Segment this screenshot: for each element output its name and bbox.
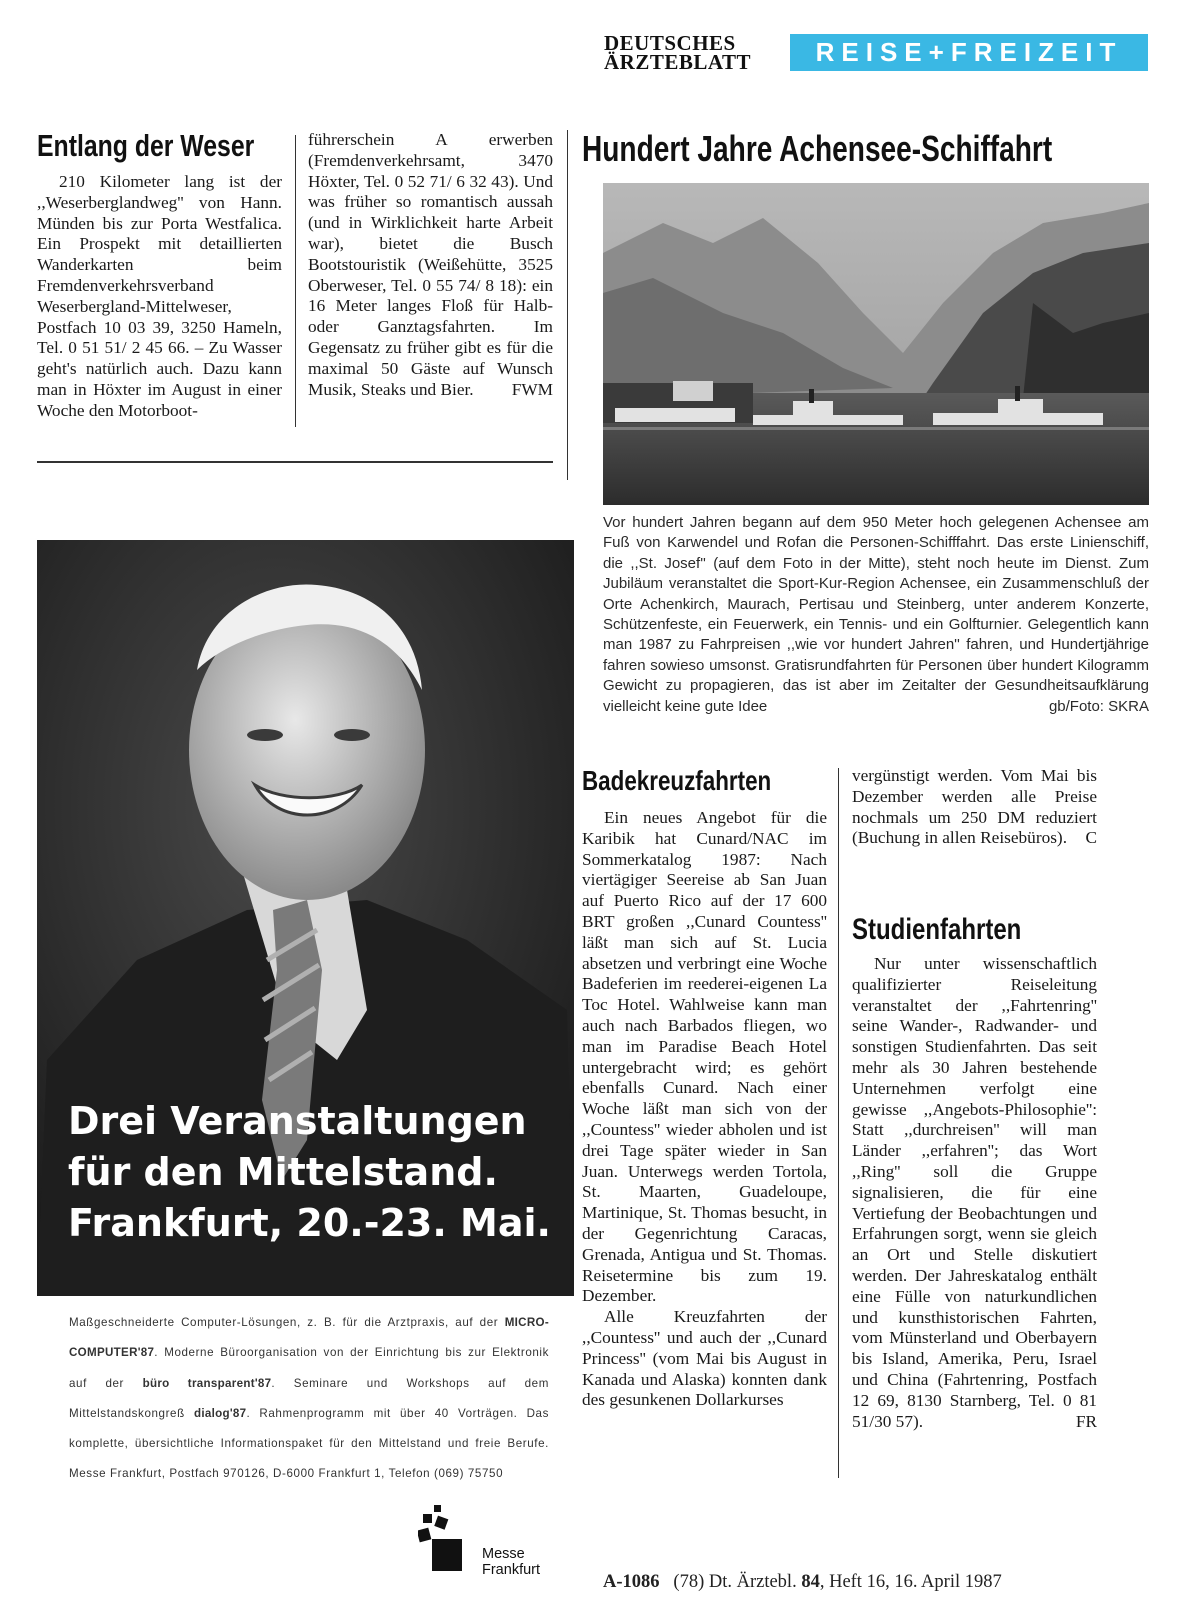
weser-text-2: führerschein A erwerben (Fremdenverkehrsamt, 3470 Höxter, Tel. 0 52 71/ 6 32 43). Und was früher so romantisch aussah (und in Wirklichkeit harte Arbeit war), bietet die Busch Bootstouristik (Weißehütte, 3525 Oberweser, Tel. 0 55 74/ 8 18): ein 16 Meter langes Floß für Halb- oder Ganztagsfahrten. Im Gegensatz zu früher gibt es für die maximal 50 Gäste auf Wunsch Musik, Steaks und Bier. bbox=[308, 130, 553, 399]
ad-headline-line-1: Drei Veranstaltungen bbox=[68, 1099, 527, 1143]
logo-icon bbox=[418, 1505, 478, 1575]
section-divider bbox=[37, 461, 553, 463]
logo-line-2: Frankfurt bbox=[482, 1562, 541, 1578]
masthead-line-1: DEUTSCHES bbox=[604, 31, 736, 55]
masthead-line-2: ÄRZTEBLATT bbox=[604, 50, 751, 74]
weser-column-2 bbox=[308, 130, 553, 400]
ad-headline-line-3: Frankfurt, 20.-23. Mai. bbox=[68, 1201, 551, 1245]
achensee-photo bbox=[603, 183, 1149, 505]
volume-number: 84 bbox=[801, 1572, 820, 1592]
achensee-title: Hundert Jahre Achensee-Schiffahrt bbox=[582, 128, 1053, 169]
bade-paragraph-2: Alle Kreuzfahrten der ,,Countess'' und auch der ,,Cunard Princess'' (vom Mai bis August in Kanada und Alaska) konnten dank des gesunkenen Dollarkurses bbox=[582, 1307, 827, 1410]
ad-body bbox=[69, 1308, 549, 1490]
studien-signature: FR bbox=[1075, 1411, 1097, 1431]
logo-wordmark bbox=[482, 1546, 540, 1578]
weser-signature: FWM bbox=[511, 379, 553, 399]
ad-headline bbox=[68, 1096, 568, 1249]
ad-event-3: dialog'87 bbox=[193, 1406, 247, 1420]
bade-title: Badekreuzfahrten bbox=[582, 765, 772, 796]
weser-text-1: 210 Kilometer lang ist der ,,Weserberglandweg'' von Hann. Münden bis zur Porta Westfalica. Ein Prospekt mit detaillierten Wanderkarten beim Fremdenverkehrsverband Weserbergland-Mittelweser, Postfach 10 03 39, 3250 Hameln, Tel. 0 51 51/ 2 45 66. – Zu Wasser geht's natürlich auch. Dazu kann man in Höxter im August in einer Woche den Motorboot- bbox=[37, 172, 282, 420]
studien-title: Studienfahrten bbox=[852, 913, 1022, 946]
bade-column bbox=[582, 808, 827, 1411]
ad-text-b: . Moderne Büroorganisation von der Einrichtung bis zur Elektronik auf der bbox=[69, 1346, 549, 1390]
column-divider bbox=[295, 135, 296, 427]
lake-mountains-image bbox=[603, 183, 1149, 505]
ad-event-2: büro transparent'87 bbox=[142, 1376, 272, 1390]
ad-event-1: MICRO-COMPUTER'87 bbox=[69, 1316, 549, 1360]
column-divider-main bbox=[567, 130, 568, 480]
studien-column bbox=[852, 954, 1097, 1432]
photo-caption bbox=[603, 513, 1149, 717]
ad-text-a: Maßgeschneiderte Computer-Lösungen, z. B. für die Arztpraxis, auf der bbox=[69, 1316, 505, 1329]
section-banner: REISE+FREIZEIT bbox=[790, 34, 1148, 71]
column-divider-lower bbox=[838, 768, 839, 1478]
weser-column-1 bbox=[37, 172, 282, 422]
journal-ref: (78) Dt. Ärztebl. bbox=[673, 1572, 797, 1592]
page-footer bbox=[603, 1572, 1148, 1593]
page-number: A-1086 bbox=[603, 1572, 660, 1592]
logo-line-1: Messe bbox=[482, 1546, 525, 1562]
messe-frankfurt-logo bbox=[418, 1505, 478, 1575]
weser-title: Entlang der Weser bbox=[37, 128, 255, 163]
ad-headline-line-2: für den Mittelstand. bbox=[68, 1150, 498, 1194]
studien-text: Nur unter wissenschaftlich qualifizierter Reiseleitung veranstaltet der ,,Fahrtenring'' seine Wander-, Radwander- und sonstigen Studienfahrten. Das seit mehr als 30 Jahren bestehende Unternehmen verfolgt eine gewisse ,,Angebots-Philosophie'': Statt ,,durchreisen'' will man Länder ,,erfahren''; das Wort ,,Ring'' soll die Gruppe signalisieren, die für eine Vertiefung der Beobachtungen und Erfahrungen sorgt, wenn sie gleich an Ort und Stelle diskutiert werden. Der Jahreskatalog enthält eine Fülle von naturkundlichen und kunsthistorischen Fahrten, vom Münsterland und Oberbayern bis Island, Amerika, Peru, Israel und China (Fahrtenring, Postfach 12 69, 8130 Starnberg, Tel. 0 81 51/30 57). bbox=[852, 954, 1097, 1431]
bade-text-cont: vergünstigt werden. Vom Mai bis Dezember werden alle Preise nochmals um 250 DM reduziert (Buchung in allen Reisebüros). bbox=[852, 766, 1097, 848]
bade-paragraph-1: Ein neues Angebot für die Karibik hat Cunard/NAC im Sommerkatalog 1987: Nach viertägiger Seereise ab San Juan auf Puerto Rico auf der 17 600 BRT großen ,,Cunard Countess'' läßt man sich auf St. Lucia absetzen und verbringt eine Woche Badeferien im reederei-eigenen La Toc Hotel. Wahlweise kann man auch nach Barbados fliegen, wo man im Paradise Beach Hotel untergebracht wird; es gehört ebenfalls Cunard. Nach einer Woche läßt man sich von der ,,Countess'' wieder abholen und ist drei Tage später wieder in San Juan. Unterwegs werden Tortola, St. Maarten, Guadeloupe, Martinique, St. Thomas besucht, in der Gegenrichtung Caracas, Grenada, Antigua und St. Thomas. Reisetermine bis zum 19. Dezember. bbox=[582, 808, 827, 1306]
bade-signature: C bbox=[1085, 828, 1097, 848]
bade-continuation bbox=[852, 766, 1097, 849]
ad-text-d: . Rahmenprogramm mit über 40 Vorträgen. Das komplette, übersichtliche Informationspaket für den Mittelstand und freie Berufe. Messe Frankfurt, Postfach 970126, D-6000 Frankfurt 1, Telefon (069) 75750 bbox=[69, 1406, 549, 1481]
caption-text: Vor hundert Jahren begann auf dem 950 Meter hoch gelegenen Achensee am Fuß von Karwendel und Rofan die Personen-Schifffahrt. Das erste Linienschiff, die ,,St. Josef'' (auf dem Foto in der Mitte), steht noch heute im Dienst. Zum Jubiläum veranstaltet die Sport-Kur-Region Achensee, ein Zusammenschluß der Orte Achenkirch, Maurach, Pertisau und Steinberg, unter anderem Konzerte, Schützenfeste, ein Feuerwerk, ein Tennis- und ein Golfturnier. Gelegentlich kann man 1987 zu Fahrpreisen ,,wie vor hundert Jahren'' fahren, und Hundertjährige fahren sowieso umsonst. Gratisrundfahrten für Personen über hundert Kilogramm Gewicht zu propagieren, das ist aber im Zeitalter der Gesundheitsaufklärung vielleicht keine gute Idee bbox=[603, 514, 1149, 715]
photo-credit: gb/Foto: SKRA bbox=[1048, 697, 1149, 715]
issue-info: , Heft 16, 16. April 1987 bbox=[819, 1572, 1002, 1592]
ad-text-c: . Seminare und Workshops auf dem Mittelstandskongreß bbox=[69, 1376, 549, 1420]
journal-masthead bbox=[604, 31, 764, 74]
